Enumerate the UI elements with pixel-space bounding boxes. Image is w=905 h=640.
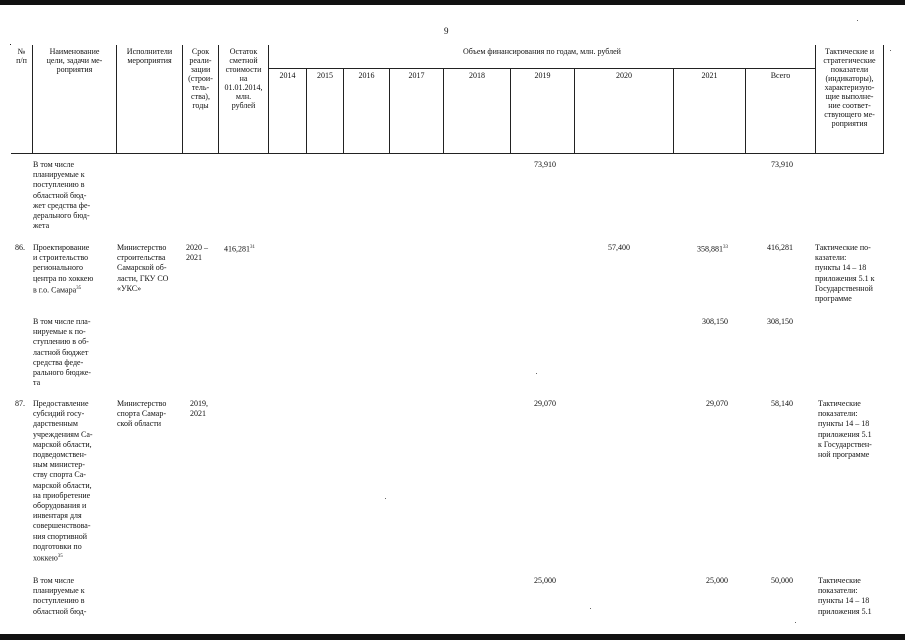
header-year-2018: 2018 [444, 69, 511, 154]
row-3-executors: Министерство спорта Самар- ской области [117, 399, 167, 429]
row-4-2019: 25,000 [534, 576, 556, 585]
row-3-total: 58,140 [771, 399, 793, 408]
header-num: № п/п [11, 45, 33, 154]
row-1-name [33, 243, 115, 296]
row-4-indicators: Тактические показатели: пункты 14 – 18 приложения 5.1 [818, 576, 872, 616]
header-year-2015: 2015 [307, 69, 344, 154]
row-1-balance-footnote: 31 [250, 245, 255, 250]
top-border-bar [0, 0, 905, 5]
row-1-indicators: Тактические по- казатели: пункты 14 – 18 приложения 5.1 к Государственной программе [815, 243, 875, 304]
row-3-indicators: Тактические показатели: пункты 14 – 18 приложения 5.1 к Государствен- ной программе [818, 399, 872, 460]
header-name: Наименование цели, задачи ме- роприятия [33, 45, 117, 154]
row-1-name-text: Проектирование и строительство регионального центра по хоккею в г.о. Самара [33, 243, 94, 295]
row-0-name: В том числе планируемые к поступлению в областной бюд- жет средства фе- дерального бюд- жета [33, 160, 91, 231]
row-1-term: 2020 – 2021 [186, 243, 208, 263]
row-1-2021-footnote: 33 [723, 245, 728, 250]
row-3-name [33, 399, 115, 564]
row-3-name-footnote: 35 [57, 554, 63, 560]
row-1-balance-value: 416,281 [224, 244, 250, 254]
scan-speck [890, 50, 891, 51]
page-number: 9 [444, 26, 449, 36]
row-1-2021 [672, 243, 728, 255]
header-year-2020: 2020 [575, 69, 674, 154]
header-year-2014: 2014 [269, 69, 307, 154]
row-2-2021: 308,150 [702, 317, 728, 326]
row-4-2021: 25,000 [706, 576, 728, 585]
row-1-name-footnote: 35 [76, 285, 82, 291]
header-balance: Остаток сметной стоимости на 01.01.2014, млн. рублей [219, 45, 269, 154]
row-3-2021: 29,070 [706, 399, 728, 408]
header-total: Всего [746, 69, 816, 154]
row-3-2019: 29,070 [534, 399, 556, 408]
header-indicators: Тактические и стратегические показатели (индикаторы), характеризую- щие выполне- ние соответ- ствующего ме- роприятия [816, 45, 884, 154]
table-header [10, 44, 876, 128]
row-4-name: В том числе планируемые к поступлению в областной бюд- [33, 576, 87, 616]
scan-speck [536, 373, 537, 374]
row-1-balance [224, 243, 268, 255]
row-0-2019: 73,910 [534, 160, 556, 169]
scan-speck [857, 20, 858, 21]
row-1-2020: 57,400 [608, 243, 630, 252]
header-year-2019: 2019 [511, 69, 575, 154]
row-3-name-text: Предоставление субсидий госу- дарственным учреждениям Са- марской области, подведомствен- ным министер- ству спорта Са- марской области, на приобретение оборудования и инвентаря для совершенствова- ния спортивной подготовки по хоккею [33, 399, 93, 563]
bottom-border-bar [0, 634, 905, 640]
scan-speck [795, 622, 796, 623]
row-1-num: 86. [15, 243, 25, 252]
scan-speck [385, 498, 386, 499]
row-4-total: 50,000 [771, 576, 793, 585]
row-2-name: В том числе пла- нируемые к по- ступлению в об- ластной бюджет средства феде- рального бюдже- та [33, 317, 91, 388]
header-year-2016: 2016 [344, 69, 390, 154]
header-term: Срок реали- зации (строи- тель- ства), годы [183, 45, 219, 154]
header-financing: Объем финансирования по годам, млн. рублей [269, 45, 816, 69]
row-1-2021-value: 358,881 [697, 244, 723, 254]
row-3-num: 87. [15, 399, 25, 408]
row-3-term: 2019, 2021 [190, 399, 208, 419]
header-year-2021: 2021 [674, 69, 746, 154]
header-executors: Исполнители мероприятия [117, 45, 183, 154]
row-1-total: 416,281 [767, 243, 793, 252]
header-year-2017: 2017 [390, 69, 444, 154]
row-0-total: 73,910 [771, 160, 793, 169]
row-2-total: 308,150 [767, 317, 793, 326]
scan-speck [590, 608, 591, 609]
row-1-executors: Министерство строительства Самарской об- ласти, ГКУ СО «УКС» [117, 243, 169, 293]
